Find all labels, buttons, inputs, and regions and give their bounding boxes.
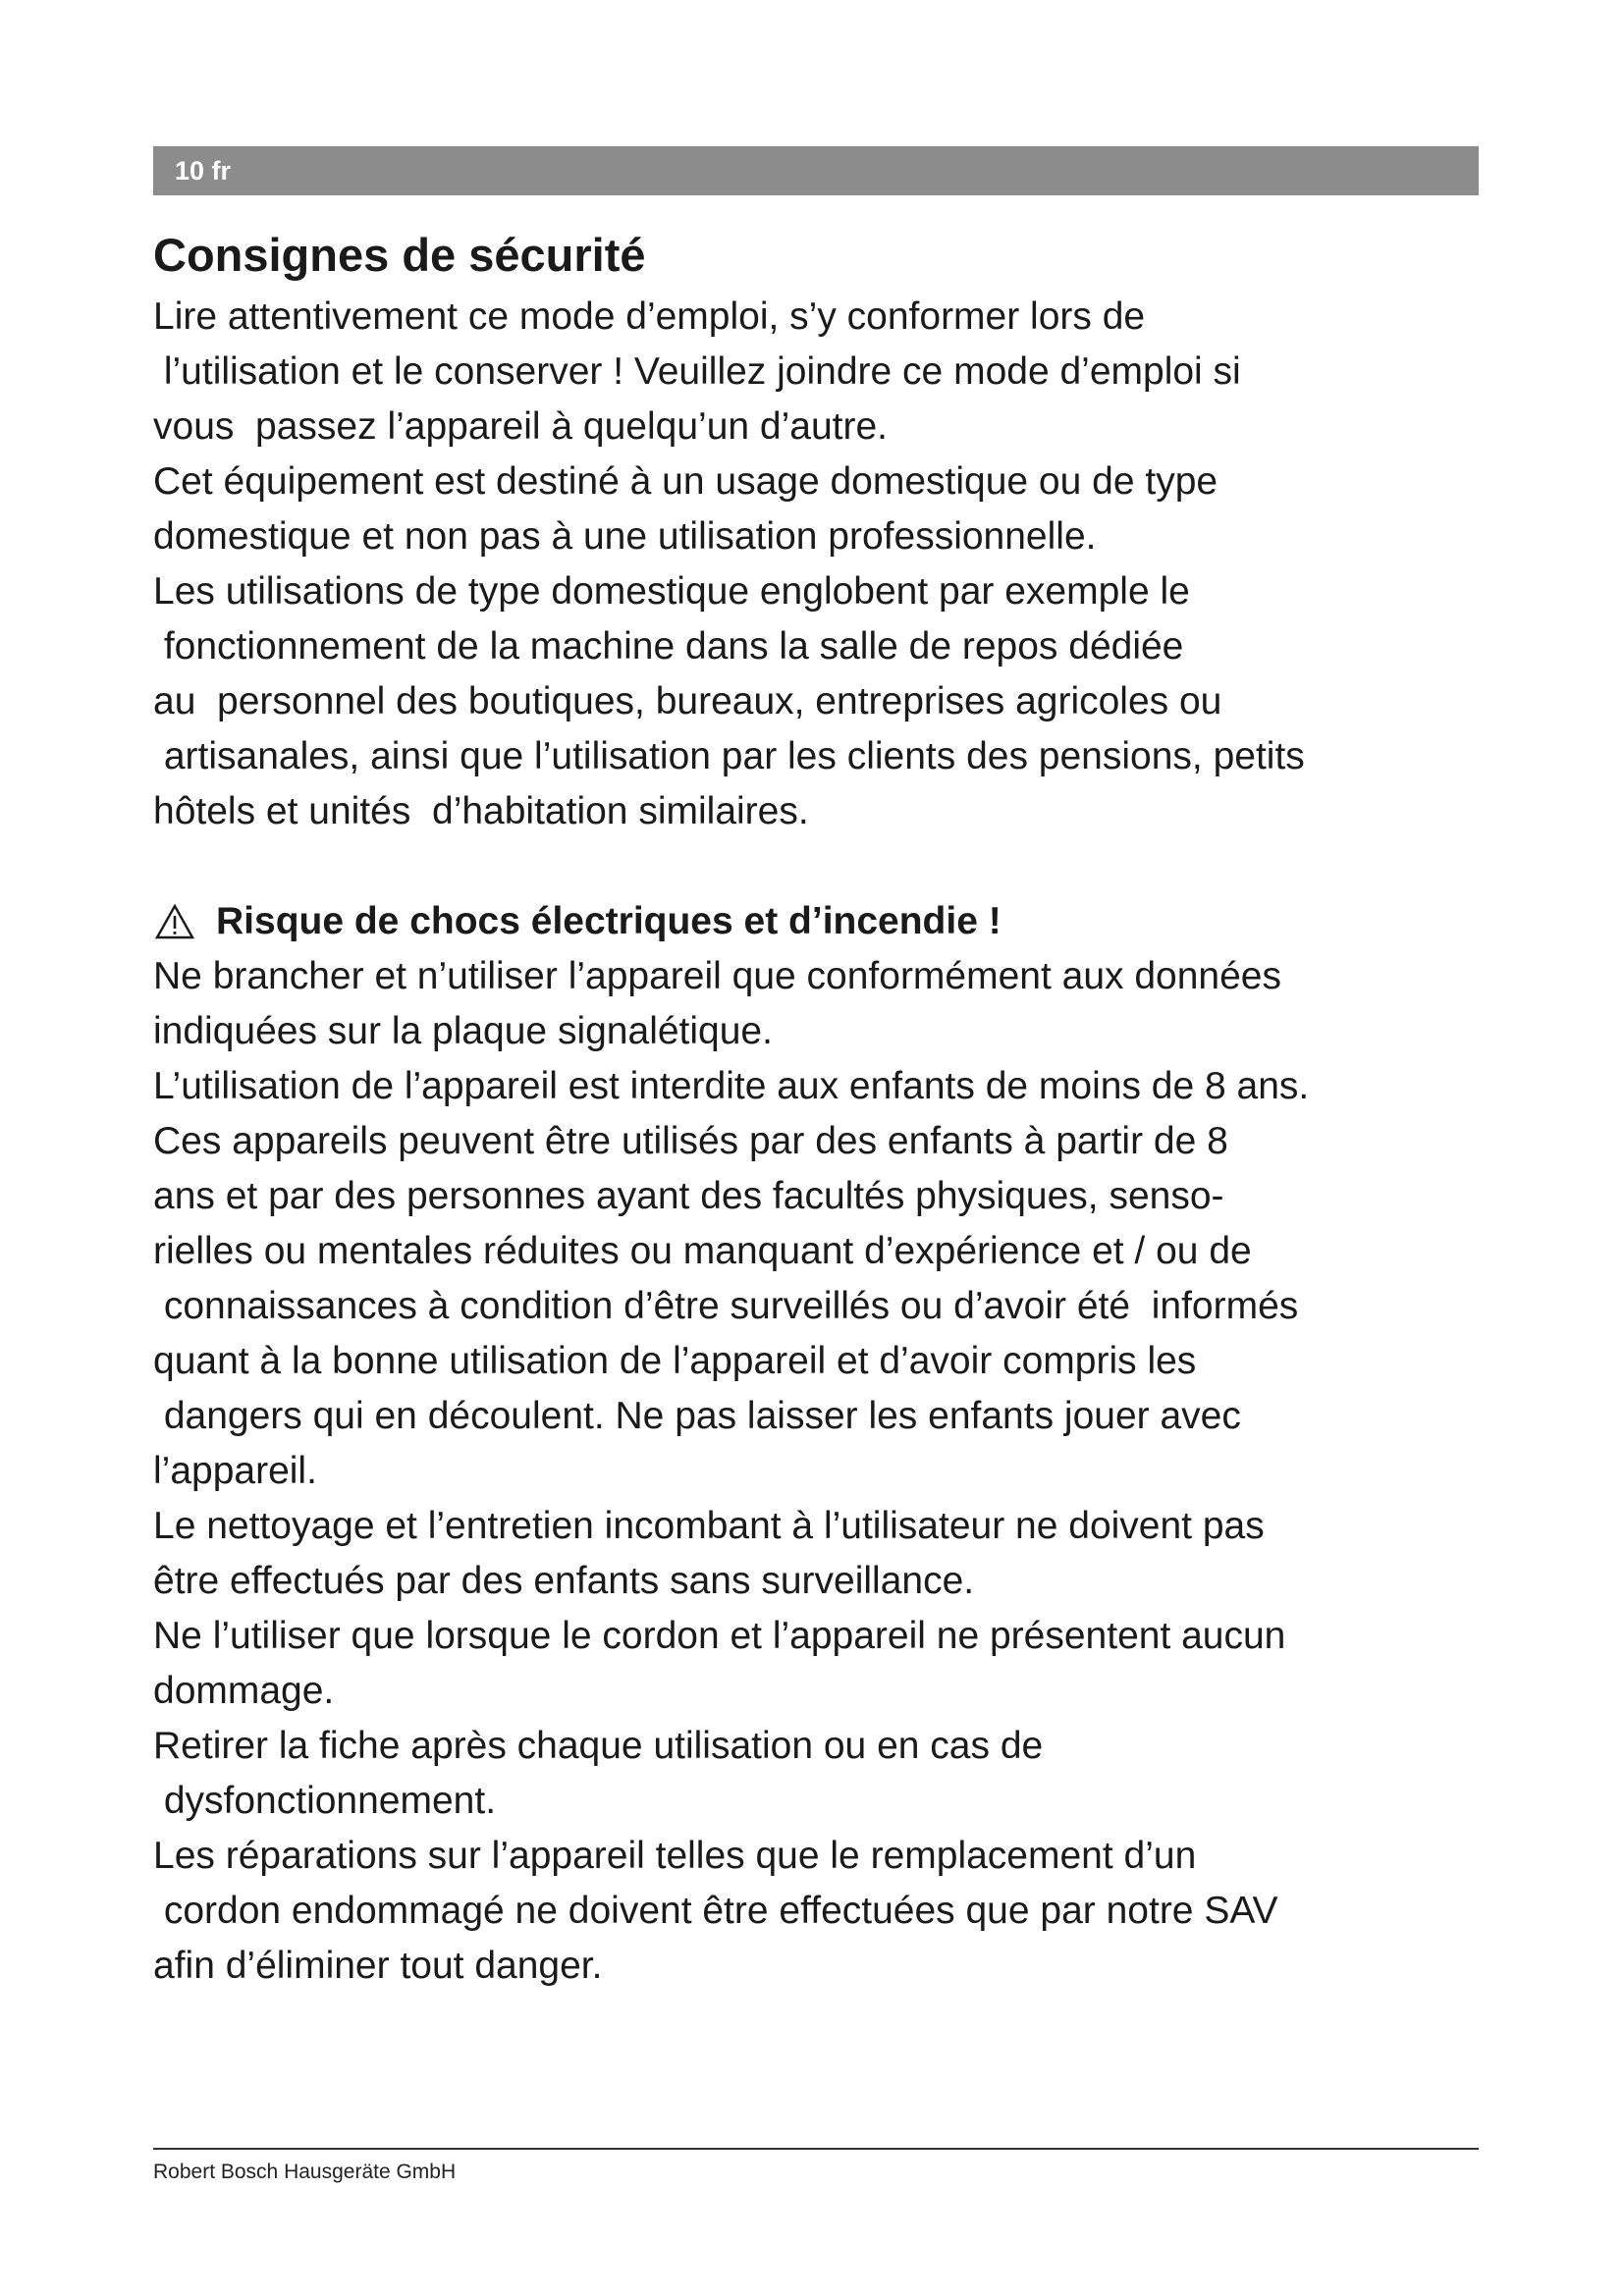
footer-divider: [153, 2148, 1479, 2150]
text-line: fonctionnement de la machine dans la salle de repos dédiée: [153, 625, 1184, 667]
page-number-label: 10 fr: [175, 156, 232, 186]
text-line: rielles ou mentales réduites ou manquant d’expérience et / ou de: [153, 1230, 1252, 1272]
text-line: Ne l’utiliser que lorsque le cordon et l’appareil ne présentent aucun: [153, 1615, 1286, 1657]
text-line: dysfonctionnement.: [153, 1780, 497, 1822]
text-line: Cet équipement est destiné à un usage domestique ou de type: [153, 460, 1218, 503]
text-line: Les réparations sur l’appareil telles que le remplacement d’un: [153, 1835, 1197, 1877]
text-line: Les utilisations de type domestique englobent par exemple le: [153, 570, 1190, 613]
text-line: dangers qui en découlent. Ne pas laisser les enfants jouer avec: [153, 1395, 1241, 1437]
warning-heading: [153, 894, 1498, 949]
main-content: [153, 221, 1498, 1994]
text-line: Le nettoyage et l’entretien incombant à l’utilisateur ne doivent pas: [153, 1505, 1265, 1547]
text-line: quant à la bonne utilisation de l’appareil et d’avoir compris les: [153, 1340, 1197, 1382]
section-title: Consignes de sécurité: [153, 229, 646, 281]
text-line: dommage.: [153, 1670, 335, 1712]
text-line: indiquées sur la plaque signalétique.: [153, 1010, 773, 1052]
text-line: l’utilisation et le conserver ! Veuillez joindre ce mode d’emploi si: [153, 350, 1241, 393]
text-line: L’utilisation de l’appareil est interdite aux enfants de moins de 8 ans.: [153, 1065, 1310, 1107]
footer-company: Robert Bosch Hausgeräte GmbH: [153, 2161, 457, 2183]
text-line: Lire attentivement ce mode d’emploi, s’y conformer lors de: [153, 295, 1146, 338]
text-line: être effectués par des enfants sans surveillance.: [153, 1560, 975, 1602]
text-line: hôtels et unités d’habitation similaires.: [153, 790, 809, 832]
warning-paragraph: [153, 949, 1498, 1994]
warning-triangle-icon: [155, 904, 194, 939]
paragraph-spacer: [153, 839, 1498, 894]
text-line: cordon endommagé ne doivent être effectuées que par notre SAV: [153, 1890, 1278, 1932]
text-line: domestique et non pas à une utilisation professionnelle.: [153, 515, 1097, 558]
text-line: au personnel des boutiques, bureaux, entreprises agricoles ou: [153, 680, 1222, 722]
text-line: Retirer la fiche après chaque utilisation ou en cas de: [153, 1725, 1044, 1767]
text-line: afin d’éliminer tout danger.: [153, 1945, 603, 1987]
text-line: vous passez l’appareil à quelqu’un d’autre.: [153, 405, 888, 448]
text-line: Ces appareils peuvent être utilisés par des enfants à partir de 8: [153, 1120, 1228, 1162]
text-line: Ne brancher et n’utiliser l’appareil que conformément aux données: [153, 955, 1281, 997]
text-line: ans et par des personnes ayant des facultés physiques, senso-: [153, 1175, 1224, 1217]
intro-paragraph: [153, 290, 1498, 839]
page-header-bar: [153, 146, 1479, 195]
text-line: l’appareil.: [153, 1450, 317, 1492]
text-line: connaissances à condition d’être surveillés ou d’avoir été informés: [153, 1285, 1299, 1327]
warning-heading-text: Risque de chocs électriques et d’incendie !: [216, 900, 1001, 942]
text-line: artisanales, ainsi que l’utilisation par les clients des pensions, petits: [153, 735, 1305, 777]
